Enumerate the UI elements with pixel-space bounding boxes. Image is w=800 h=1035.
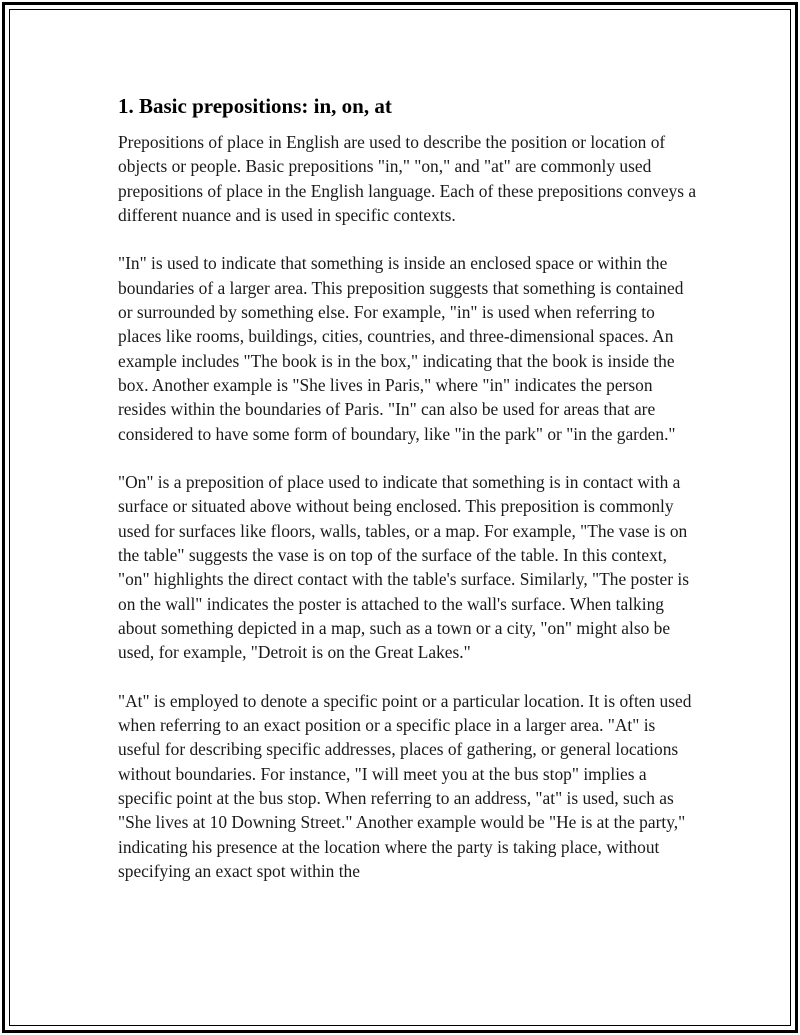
paragraph-at: "At" is employed to denote a specific point or a particular location. It is often used when referring to an exact position or a specific place in a larger area. "At" is useful for describing specific addresses, places of gathering, or general locations without boundaries. For instance, "I will meet you at the bus stop" implies a specific point at the bus stop. When referring to an address, "at" is used, such as "She lives at 10 Downing Street." Another example would be "He is at the party," indicating his presence at the location where the party is taking place, without specifying an exact spot within the xyxy=(118,690,692,881)
paragraph-in: "In" is used to indicate that something is inside an enclosed space or within the boundaries of a larger area. This preposition suggests that something is contained or surrounded by something else. For example, "in" is used when referring to places like rooms, buildings, cities, countries, and three-dimensional spaces. An example includes "The book is in the box," indicating that the book is inside the box. Another example is "She lives in Paris," where "in" indicates the person resides within the boundaries of Paris. "In" can also be used for areas that are considered to have some form of boundary, like "in the park" or "in the garden." xyxy=(118,253,684,444)
paragraph-on: "On" is a preposition of place used to indicate that something is in contact with a surface or situated above without being enclosed. This preposition is commonly used for surfaces like floors, walls, tables, or a map. For example, "The vase is on the table" suggests the vase is on top of the surface of the table. In this context, "on" highlights the direct contact with the table's surface. Similarly, "The poster is on the wall" indicates the poster is attached to the wall's surface. When talking about something depicted in a map, such as a town or a city, "on" might also be used, for example, "Detroit is on the Great Lakes." xyxy=(118,472,689,663)
paragraph-intro: Prepositions of place in English are used to describe the position or location of objects or people. Basic prepositions "in," "on," and "at" are commonly used prepositions of place in the English language. Each of these prepositions conveys a different nuance and is used in specific contexts. xyxy=(118,132,697,225)
section-heading: 1. Basic prepositions: in, on, at xyxy=(118,94,392,118)
document-body xyxy=(118,93,700,908)
